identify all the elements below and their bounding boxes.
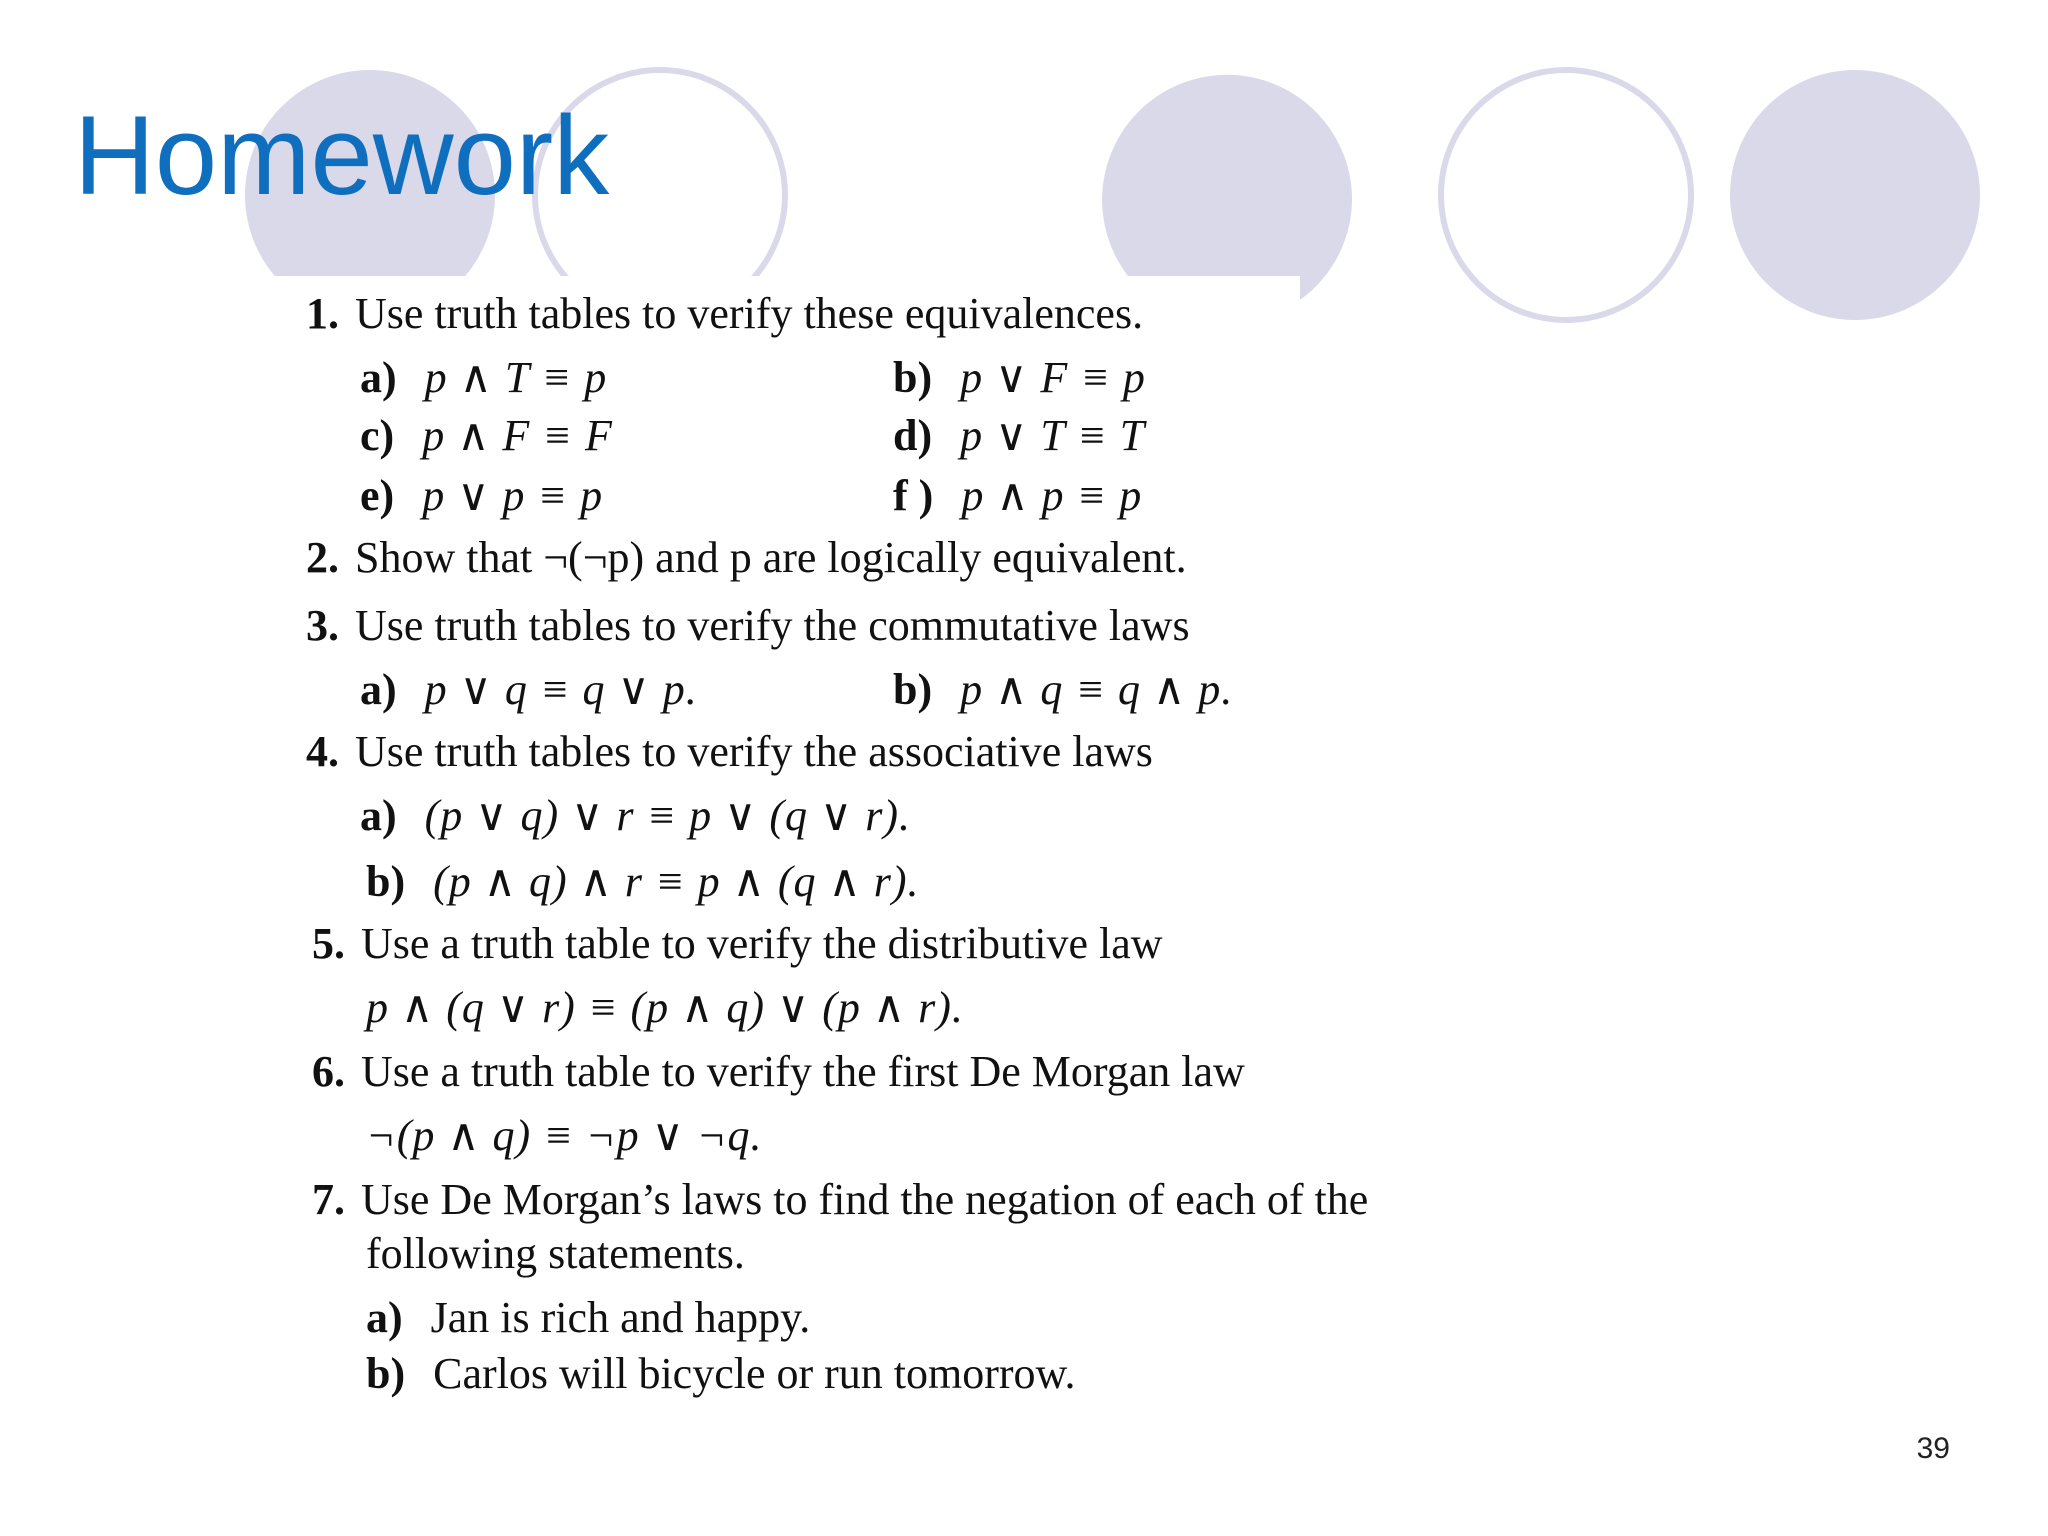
part-label: b) [893, 353, 933, 402]
problem-1 [306, 289, 1144, 338]
slide-title: Homework [74, 93, 610, 218]
problem-text: Use truth tables to verify these equivalences. [355, 289, 1144, 338]
statement: Carlos will bicycle or run tomorrow. [433, 1349, 1076, 1398]
problem-3a [360, 665, 698, 714]
problem-number: 1. [306, 289, 339, 338]
equation: p ∨ F ≡ p [960, 353, 1146, 402]
part-label: c) [360, 411, 395, 460]
problem-3 [306, 601, 1190, 650]
equation: p ∧ q ≡ q ∧ p. [960, 665, 1234, 714]
problem-7b [366, 1349, 1076, 1398]
problem-3b [893, 665, 1234, 714]
problem-text: Show that ¬(¬p) and p are logically equivalent. [355, 533, 1187, 582]
problem-1a [360, 353, 608, 402]
problem-7-continued [366, 1229, 745, 1278]
problem-2 [306, 533, 1187, 582]
equation: p ∧ T ≡ p [424, 353, 608, 402]
problem-number: 3. [306, 601, 339, 650]
problem-1d [893, 411, 1146, 460]
part-label: d) [893, 411, 933, 460]
problem-text: following statements. [366, 1229, 745, 1278]
part-label: a) [360, 353, 397, 402]
part-label: a) [360, 665, 397, 714]
part-label: a) [360, 791, 397, 840]
problem-4 [306, 727, 1153, 776]
equation: p ∧ (q ∨ r) ≡ (p ∧ q) ∨ (p ∧ r). [366, 983, 964, 1032]
problem-1e [360, 471, 604, 520]
equation: p ∨ T ≡ T [960, 411, 1146, 460]
part-label: a) [366, 1293, 403, 1342]
problem-text: Use a truth table to verify the first De Morgan law [361, 1047, 1245, 1096]
equation: (p ∨ q) ∨ r ≡ p ∨ (q ∨ r). [424, 791, 912, 840]
part-label: f ) [893, 471, 934, 520]
equation: p ∨ q ≡ q ∨ p. [424, 665, 698, 714]
problem-4b [366, 857, 920, 906]
problem-1b [893, 353, 1146, 402]
problem-6 [312, 1047, 1245, 1096]
problem-text: Use truth tables to verify the associative laws [355, 727, 1153, 776]
equation: p ∧ p ≡ p [961, 471, 1143, 520]
problem-number: 4. [306, 727, 339, 776]
problem-1f [893, 471, 1143, 520]
part-label: e) [360, 471, 395, 520]
part-label: b) [893, 665, 933, 714]
page-number: 39 [1916, 1432, 1950, 1465]
problem-5-equation [366, 983, 964, 1032]
problem-number: 2. [306, 533, 339, 582]
problem-1c [360, 411, 613, 460]
problem-4a [360, 791, 912, 840]
part-label: b) [366, 857, 406, 906]
problem-7 [312, 1175, 1369, 1224]
statement: Jan is rich and happy. [430, 1293, 811, 1342]
problem-6-equation [366, 1111, 763, 1160]
problem-text: Use De Morgan’s laws to find the negation of each of the [361, 1175, 1369, 1224]
equation: (p ∧ q) ∧ r ≡ p ∧ (q ∧ r). [433, 857, 920, 906]
part-label: b) [366, 1349, 406, 1398]
problem-number: 5. [312, 919, 345, 968]
problem-number: 7. [312, 1175, 345, 1224]
problem-number: 6. [312, 1047, 345, 1096]
equation: ¬(p ∧ q) ≡ ¬p ∨ ¬q. [366, 1111, 763, 1160]
problem-text: Use a truth table to verify the distributive law [361, 919, 1163, 968]
problem-5 [312, 919, 1163, 968]
equation: p ∧ F ≡ F [422, 411, 613, 460]
problem-7a [366, 1293, 811, 1342]
equation: p ∨ p ≡ p [422, 471, 604, 520]
problem-text: Use truth tables to verify the commutative laws [355, 601, 1190, 650]
